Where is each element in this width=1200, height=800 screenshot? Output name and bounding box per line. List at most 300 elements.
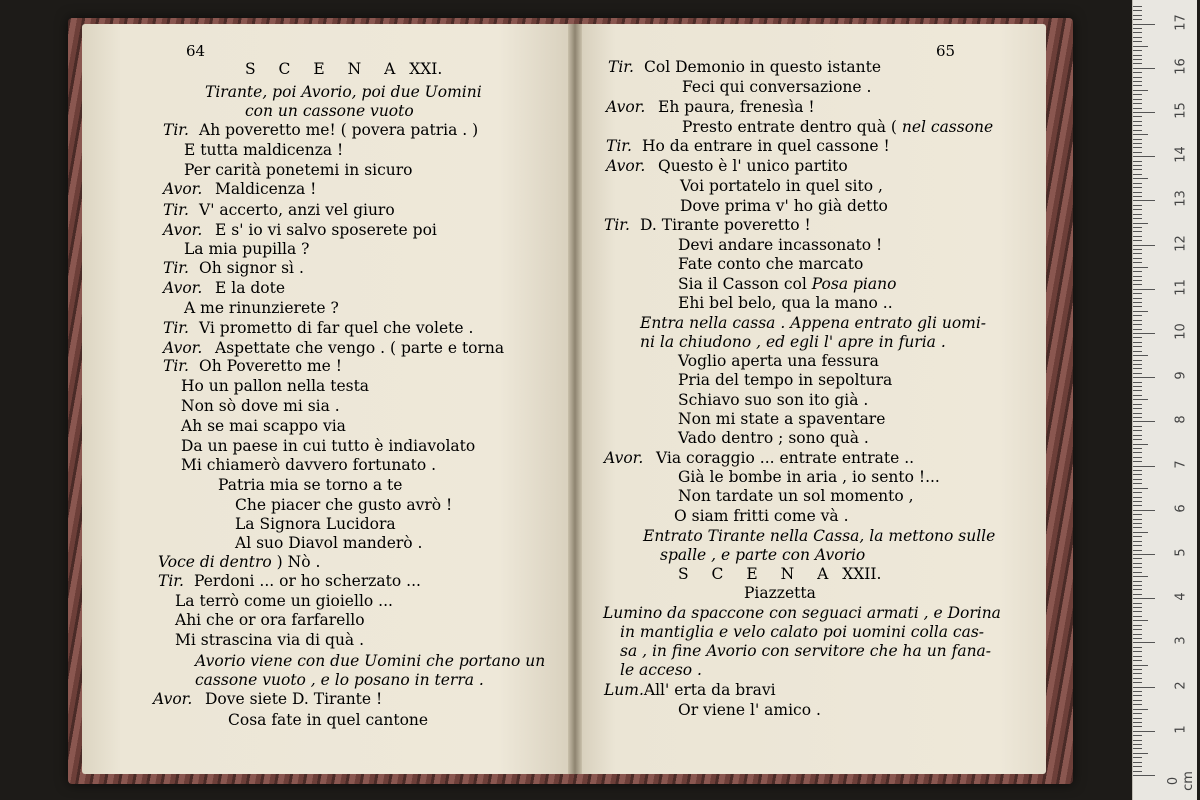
ruler-number: 6 [1173, 504, 1189, 513]
ruler-tick [1133, 673, 1142, 674]
ruler-tick [1133, 271, 1142, 272]
ruler-tick [1133, 302, 1142, 303]
speaker-label: Tir. [158, 572, 184, 590]
line-text: O siam fritti come và . [674, 507, 849, 525]
speaker-label: Tir. [604, 216, 630, 234]
ruler-tick [1133, 700, 1142, 701]
ruler-tick [1133, 360, 1142, 361]
ruler-tick [1133, 196, 1142, 197]
line-text: Mi strascina via di quà . [175, 631, 365, 649]
ruler-tick [1133, 616, 1142, 617]
ruler-tick [1133, 112, 1155, 113]
line-text: Da un paese in cui tutto è indiavolato [181, 437, 476, 455]
ruler-tick [1133, 28, 1142, 29]
ruler-tick [1133, 417, 1142, 418]
ruler-number: 13 [1173, 190, 1189, 208]
left-page-line [181, 417, 346, 435]
ruler-tick [1133, 757, 1142, 758]
right-page-line [604, 449, 914, 467]
ruler-tick [1133, 192, 1142, 193]
right-page-line [678, 565, 881, 583]
ruler-tick [1133, 634, 1142, 635]
ruler-tick [1133, 748, 1142, 749]
right-page-line [608, 58, 881, 76]
left-page-line [163, 357, 342, 375]
ruler-tick [1133, 444, 1148, 445]
ruler-tick [1133, 143, 1142, 144]
right-page-line [682, 78, 871, 96]
ruler-tick [1133, 284, 1142, 285]
ruler-tick [1133, 607, 1142, 608]
ruler-tick [1133, 249, 1142, 250]
ruler-tick [1133, 474, 1142, 475]
line-text: Eh paura, frenesìa ! [658, 98, 815, 116]
line-text: Entrato Tirante nella Cassa, la mettono sulle [643, 527, 996, 545]
ruler-tick [1133, 311, 1148, 312]
ruler-tick [1133, 413, 1142, 414]
line-text: con un cassone vuoto [245, 102, 414, 120]
right-page-line [680, 197, 888, 215]
line-text: Non tardate un sol momento , [678, 487, 914, 505]
ruler-tick [1133, 46, 1148, 47]
ruler-tick [1133, 545, 1142, 546]
ruler-tick [1133, 629, 1142, 630]
ruler-tick [1133, 735, 1142, 736]
ruler-tick [1133, 253, 1142, 254]
speaker-label: Avor. [606, 157, 646, 175]
line-text: Maldicenza ! [215, 180, 317, 198]
line-text: D. Tirante poveretto ! [640, 216, 811, 234]
ruler-tick [1133, 563, 1142, 564]
line-text: Non mi state a spaventare [678, 410, 886, 428]
ruler-tick [1133, 245, 1155, 246]
line-text: Schiavo suo son ito già . [678, 391, 869, 409]
ruler-tick [1133, 665, 1148, 666]
line-text: le acceso . [620, 661, 702, 679]
line-text: Avorio viene con due Uomini che portano un [195, 652, 546, 670]
ruler-tick [1133, 125, 1142, 126]
left-page-line [235, 515, 396, 533]
ruler-number: 11 [1173, 279, 1189, 296]
line-text: La terrò come un gioiello ... [175, 592, 393, 610]
line-text: Feci qui conversazione . [682, 78, 872, 96]
ruler-number: 5 [1173, 548, 1189, 557]
line-text: Cosa fate in quel cantone [228, 711, 429, 729]
ruler-tick [1133, 775, 1155, 776]
ruler-tick [1133, 691, 1142, 692]
ruler-tick [1133, 236, 1142, 237]
left-page-line [218, 476, 402, 494]
ruler-tick [1133, 492, 1142, 493]
line-text: Entra nella cassa . Appena entrato gli uomi- [640, 314, 987, 332]
line-text: Al suo Diavol manderò . [235, 534, 423, 552]
ruler-tick [1133, 329, 1142, 330]
right-page-line [640, 314, 986, 332]
left-page-line [163, 279, 285, 297]
ruler-tick [1133, 523, 1142, 524]
ruler-tick [1133, 209, 1142, 210]
right-page-line [678, 487, 914, 505]
line-text: Che piacer che gusto avrò ! [235, 496, 453, 514]
left-page-line [184, 240, 309, 258]
ruler-tick [1133, 333, 1155, 334]
ruler-tick [1133, 200, 1155, 201]
ruler-tick [1133, 165, 1142, 166]
line-text: Perdoni ... or ho scherzato ... [194, 572, 421, 590]
ruler-tick [1133, 320, 1142, 321]
ruler-tick [1133, 240, 1142, 241]
ruler-tick [1133, 642, 1155, 643]
ruler-tick [1133, 558, 1142, 559]
ruler-tick [1133, 766, 1142, 767]
speaker-label: Avor. [163, 180, 203, 198]
ruler-tick [1133, 346, 1142, 347]
right-page-line [678, 371, 892, 389]
right-page-line [640, 333, 946, 351]
ruler-tick [1133, 611, 1142, 612]
line-text: S C E N A XXII. [678, 565, 882, 583]
ruler-tick [1133, 572, 1142, 573]
ruler-tick [1133, 205, 1142, 206]
ruler-tick [1133, 355, 1148, 356]
ruler-number: 16 [1173, 58, 1189, 75]
right-page-line [678, 255, 863, 273]
ruler-tick [1133, 625, 1142, 626]
line-text: Dove prima v' ho già detto [680, 197, 888, 215]
left-page-line [181, 377, 369, 395]
ruler-tick [1133, 315, 1142, 316]
ruler-tick [1133, 77, 1142, 78]
line-text: Pria del tempo in sepoltura [678, 371, 893, 389]
right-page-line [678, 429, 869, 447]
line-text: Col Demonio in questo istante [644, 58, 882, 76]
ruler-tick [1133, 448, 1142, 449]
ruler-tick [1133, 404, 1142, 405]
ruler-tick [1133, 223, 1148, 224]
line-text: Ah poveretto me! ( povera patria . ) [199, 121, 479, 139]
ruler-tick [1133, 139, 1142, 140]
line-text: La mia pupilla ? [184, 240, 310, 258]
ruler-tick [1133, 536, 1142, 537]
line-text: Lumino da spaccone con seguaci armati , e Dorina [603, 604, 1001, 622]
left-page-line [181, 437, 475, 455]
line-text: Vi prometto di far quel che volete . [199, 319, 474, 337]
ruler-tick [1133, 37, 1142, 38]
ruler-tick [1133, 161, 1142, 162]
left-page-line [163, 319, 473, 337]
ruler-tick [1133, 377, 1155, 378]
ruler-tick [1133, 187, 1142, 188]
right-page-line [744, 584, 816, 602]
speaker-label: Tir. [606, 137, 632, 155]
ruler-tick [1133, 457, 1142, 458]
left-page-line [163, 201, 395, 219]
ruler-tick [1133, 532, 1148, 533]
line-text: Fate conto che marcato [678, 255, 864, 273]
ruler-tick [1133, 342, 1142, 343]
line-text: La Signora Lucidora [235, 515, 396, 533]
line-text: Sia il Casson col Posa piano [678, 275, 897, 293]
ruler-tick [1133, 585, 1142, 586]
ruler-number: 17 [1173, 13, 1189, 31]
right-page-line [604, 216, 811, 234]
line-text: Patria mia se torno a te [218, 476, 403, 494]
line-text: Ah se mai scappo via [181, 417, 346, 435]
ruler-tick [1133, 589, 1142, 590]
ruler-tick [1133, 483, 1142, 484]
ruler-tick [1133, 461, 1142, 462]
ruler-tick [1133, 116, 1142, 117]
line-text: E tutta maldicenza ! [184, 141, 344, 159]
right-page-line [678, 391, 868, 409]
line-text: Ehi bel belo, qua la mano .. [678, 294, 893, 312]
line-text: Or viene l' amico . [678, 701, 821, 719]
ruler-tick [1133, 156, 1155, 157]
ruler-tick [1133, 647, 1142, 648]
ruler-tick [1133, 430, 1142, 431]
left-page-line [158, 553, 320, 571]
ruler-tick [1133, 386, 1142, 387]
ruler-tick [1133, 722, 1142, 723]
ruler-tick [1133, 147, 1142, 148]
ruler-tick [1133, 501, 1142, 502]
ruler-tick [1133, 567, 1142, 568]
left-page-line [228, 711, 428, 729]
line-text: Via coraggio ... entrate entrate .. [656, 449, 915, 467]
ruler-tick [1133, 726, 1142, 727]
ruler-tick [1133, 19, 1142, 20]
left-page-line [175, 631, 364, 649]
right-page-line [620, 661, 702, 679]
speaker-label: Avor. [163, 339, 203, 357]
ruler-tick [1133, 68, 1155, 69]
ruler-tick [1133, 63, 1142, 64]
ruler-tick [1133, 687, 1155, 688]
ruler-tick [1133, 651, 1142, 652]
ruler-tick [1133, 408, 1142, 409]
line-text: ni la chiudono , ed egli l' apre in furia . [640, 333, 946, 351]
ruler-tick [1133, 731, 1155, 732]
right-page-line [606, 157, 848, 175]
right-page-line [678, 410, 885, 428]
line-text: Non sò dove mi sia . [181, 397, 340, 415]
ruler-tick [1133, 227, 1142, 228]
ruler-tick [1133, 466, 1155, 467]
line-text: Voglio aperta una fessura [678, 352, 879, 370]
ruler-number: 0 cm [1166, 771, 1196, 791]
ruler-tick [1133, 603, 1142, 604]
line-text: Presto entrate dentro quà ( nel cassone [682, 118, 994, 136]
ruler-tick [1133, 435, 1142, 436]
ruler-tick [1133, 90, 1148, 91]
ruler-tick [1133, 399, 1148, 400]
ruler-tick [1133, 519, 1142, 520]
speaker-label: Tir. [163, 259, 189, 277]
ruler-number: 10 [1173, 323, 1189, 340]
line-text: A me rinunzierete ? [184, 299, 339, 317]
left-page-line [163, 180, 316, 198]
ruler-number: 4 [1173, 592, 1189, 601]
ruler-tick [1133, 108, 1142, 109]
left-page-line [205, 83, 482, 101]
ruler-tick [1133, 183, 1142, 184]
left-page-line [195, 652, 545, 670]
ruler-tick [1133, 669, 1142, 670]
line-text: Voi portatelo in quel sito , [680, 177, 883, 195]
right-page-line [643, 527, 995, 545]
measuring-ruler [1132, 0, 1197, 800]
left-page-line [235, 496, 452, 514]
ruler-tick [1133, 704, 1142, 705]
ruler-number: 8 [1173, 415, 1189, 425]
line-text: S C E N A XXI. [245, 60, 443, 78]
left-page-line [181, 397, 340, 415]
speaker-label: Tir. [163, 121, 189, 139]
speaker-label: Avor. [606, 98, 646, 116]
line-text: Oh Poveretto me ! [199, 357, 343, 375]
line-text: Tirante, poi Avorio, poi due Uomini [205, 83, 482, 101]
ruler-tick [1133, 541, 1142, 542]
line-text: spalle , e parte con Avorio [660, 546, 866, 564]
line-text: All' erta da bravi [643, 681, 776, 699]
ruler-tick [1133, 258, 1142, 259]
right-page-line [604, 681, 776, 699]
line-text: Aspettate che vengo . ( parte e torna [215, 339, 505, 357]
ruler-tick [1133, 32, 1142, 33]
ruler-tick [1133, 24, 1155, 25]
ruler-tick [1133, 656, 1142, 657]
left-page-line [245, 60, 442, 78]
line-text: Dove siete D. Tirante ! [205, 690, 383, 708]
ruler-tick [1133, 718, 1142, 719]
ruler-tick [1133, 6, 1142, 7]
ruler-tick [1133, 174, 1142, 175]
left-page-line [245, 102, 414, 120]
ruler-tick [1133, 452, 1142, 453]
left-page-number: 64 [186, 42, 206, 60]
ruler-tick [1133, 598, 1155, 599]
line-text: cassone vuoto , e lo posano in terra . [195, 671, 484, 689]
ruler-tick [1133, 276, 1142, 277]
ruler-tick [1133, 364, 1142, 365]
ruler-tick [1133, 152, 1142, 153]
line-text: sa , in fine Avorio con servitore che ha un fana- [620, 642, 992, 660]
ruler-tick [1133, 103, 1142, 104]
ruler-tick [1133, 678, 1142, 679]
line-text: E s' io vi salvo sposerete poi [215, 221, 437, 239]
right-page-line [678, 236, 882, 254]
right-page-line [682, 118, 993, 136]
ruler-tick [1133, 744, 1142, 745]
ruler-tick [1133, 218, 1142, 219]
ruler-tick [1133, 390, 1142, 391]
ruler-tick [1133, 134, 1148, 135]
right-page-line [678, 468, 940, 486]
speaker-label: Lum. [604, 681, 644, 699]
ruler-tick [1133, 50, 1142, 51]
ruler-tick [1133, 373, 1142, 374]
line-text: V' accerto, anzi vel giuro [199, 201, 395, 219]
right-page-line [678, 701, 821, 719]
right-page-line [678, 352, 879, 370]
book-gutter [568, 24, 582, 774]
ruler-tick [1133, 306, 1142, 307]
ruler-tick [1133, 771, 1142, 772]
speaker-label: Tir. [163, 319, 189, 337]
ruler-tick [1133, 479, 1142, 480]
ruler-tick [1133, 351, 1142, 352]
left-page-line [163, 339, 504, 357]
line-text: Vado dentro ; sono quà . [678, 429, 869, 447]
line-text: Oh signor sì . [199, 259, 304, 277]
right-page-line [603, 604, 1001, 622]
line-text: Voce di dentro ) Nò . [158, 553, 321, 571]
speaker-label: Avor. [163, 279, 203, 297]
ruler-number: 9 [1173, 371, 1189, 380]
left-page-line [175, 592, 393, 610]
ruler-tick [1133, 660, 1142, 661]
ruler-tick [1133, 594, 1142, 595]
ruler-tick [1133, 421, 1155, 422]
left-page-line [184, 161, 413, 179]
left-page-line [163, 259, 304, 277]
right-page-line [606, 98, 815, 116]
ruler-tick [1133, 15, 1142, 16]
left-page-line [163, 121, 478, 139]
ruler-tick [1133, 762, 1142, 763]
speaker-label: Tir. [163, 357, 189, 375]
ruler-number: 7 [1173, 459, 1189, 469]
right-page-line [674, 507, 849, 525]
speaker-label: Avor. [604, 449, 644, 467]
ruler-tick [1133, 59, 1142, 60]
ruler-number: 15 [1173, 102, 1189, 119]
left-page-line [184, 141, 343, 159]
left-page-line [175, 611, 365, 629]
line-text: Ahi che or ora farfarello [175, 611, 365, 629]
right-page-line [678, 275, 896, 293]
ruler-tick [1133, 505, 1142, 506]
speaker-label: Tir. [163, 201, 189, 219]
ruler-tick [1133, 289, 1155, 290]
ruler-tick [1133, 470, 1142, 471]
ruler-tick [1133, 169, 1142, 170]
ruler-tick [1133, 214, 1142, 215]
line-text: Per carità ponetemi in sicuro [184, 161, 413, 179]
ruler-tick [1133, 488, 1148, 489]
ruler-tick [1133, 527, 1142, 528]
speaker-label: Avor. [153, 690, 193, 708]
right-page-line [660, 546, 865, 564]
line-text: in mantiglia e velo calato poi uomini colla cas- [620, 623, 985, 641]
ruler-tick [1133, 514, 1142, 515]
right-page-number: 65 [936, 42, 956, 60]
left-page-line [235, 534, 422, 552]
ruler-tick [1133, 709, 1148, 710]
ruler-tick [1133, 368, 1142, 369]
left-page-line [158, 572, 421, 590]
ruler-tick [1133, 324, 1142, 325]
ruler-tick [1133, 280, 1142, 281]
ruler-tick [1133, 267, 1148, 268]
ruler-tick [1133, 695, 1142, 696]
ruler-tick [1133, 713, 1142, 714]
ruler-tick [1133, 581, 1142, 582]
ruler-tick [1133, 620, 1148, 621]
ruler-tick [1133, 231, 1142, 232]
ruler-tick [1133, 178, 1148, 179]
ruler-tick [1133, 293, 1142, 294]
